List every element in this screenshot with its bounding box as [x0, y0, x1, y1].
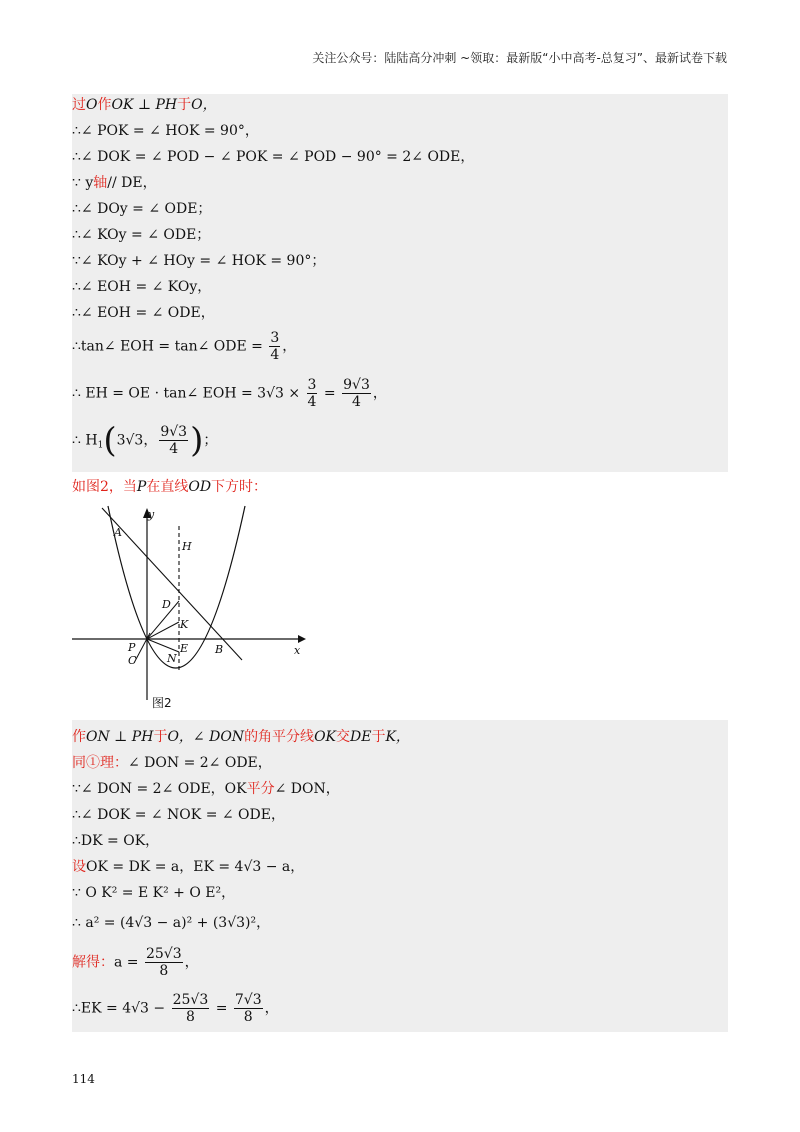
line-12: ∴ $H_1(3√3$， $\frac{9√3}{4}$ )； [72, 420, 218, 461]
label-d: D [162, 598, 171, 611]
page-number: 114 [72, 1072, 95, 1086]
segment-on [147, 639, 179, 652]
line-b1: 作ON ⊥ PH于O，∠ DON的角平分线OK交DE于K， [72, 729, 410, 745]
line-11: ∴ EH = OE · tan∠ EOH = 3√3 × $\frac{3}{4}$ = $\frac{9√3}{4}$ ， [72, 377, 387, 410]
label-n: N [167, 652, 177, 665]
label-c: C [128, 654, 137, 667]
math: ∴∠ DOy = ∠ ODE； [72, 201, 212, 217]
math: O， [191, 97, 217, 113]
line-b3: ∵∠ DON = 2∠ ODE，OK平分∠ DON， [72, 781, 340, 797]
x-axis-arrow [298, 635, 306, 643]
line-b8: ∴ a² = (4√3 − a)² + (3√3)²， [72, 915, 271, 931]
line-10: ∴tan∠ EOH = tan∠ ODE = $\frac{3}{4}$ ， [72, 330, 297, 363]
text-red: 于 [177, 97, 192, 113]
figure-caption: 图2 [152, 696, 172, 710]
line-3 [72, 148, 474, 166]
line-6 [72, 226, 210, 244]
segment-ok [147, 622, 179, 639]
line-b5: ∴DK = OK， [72, 833, 160, 849]
math: ∴∠ EOH = ∠ KOy， [72, 279, 212, 295]
line-b7: ∵ O K² = E K² + O E²， [72, 885, 236, 901]
label-k: K [180, 618, 189, 631]
label-a: A [114, 526, 122, 539]
fraction: $\frac{7√3}{8}$ [234, 992, 262, 1025]
math: O [86, 97, 98, 113]
line-b4: ∴∠ DOK = ∠ NOK = ∠ ODE， [72, 807, 285, 823]
math: ∴∠ EOH = ∠ ODE， [72, 305, 215, 321]
math: ∴ H [72, 432, 98, 449]
label-p: P [128, 641, 136, 654]
math: OK ⊥ PH [111, 97, 178, 113]
line-b6: 设OK = DK = a，EK = 4√3 − a， [72, 859, 305, 875]
math: ∴∠ POK = ∠ HOK = 90°， [72, 123, 259, 139]
label-x: x [294, 644, 301, 657]
line-2 [72, 122, 259, 140]
fraction: $\frac{3}{4}$ [307, 377, 317, 410]
text-red: 如图2，当 [72, 479, 137, 495]
text-red: 作 [97, 97, 112, 113]
label-h: H [182, 540, 192, 553]
line-b10: ∴EK = 4√3 − $\frac{25√3}{8}$ = $\frac{7√3}{8}$ ， [72, 992, 279, 1025]
fraction: $\frac{9√3}{4}$ [343, 377, 370, 410]
fraction: $\frac{3}{4}$ [270, 330, 280, 363]
label-y: y [148, 508, 155, 521]
math: ∴tan∠ EOH = tan∠ ODE = [72, 338, 268, 355]
figure-2 [72, 500, 308, 720]
text-red: 轴 [93, 175, 108, 191]
label-b: B [215, 643, 224, 656]
math: ∴ EH = OE · tan∠ EOH = 3√3 × [72, 385, 305, 402]
math: // DE， [107, 175, 157, 191]
line-4 [72, 174, 157, 192]
math: ∴∠ DOK = ∠ POD − ∠ POK = ∠ POD − 90° = 2∠ ODE， [72, 149, 475, 165]
page-header: 关注公众号：陆陆高分冲刺 ~领取：最新版“小中高考-总复习”、最新试卷下载 [312, 51, 727, 65]
line-5 [72, 200, 211, 218]
line-b2: 同①理：∠ DON = 2∠ ODE， [72, 755, 272, 771]
fraction: $\frac{25√3}{8}$ [145, 946, 182, 979]
fraction: $\frac{25√3}{8}$ [172, 992, 209, 1025]
label-e: E [180, 642, 189, 655]
line-13: 如图2，当P在直线OD下方时： [72, 479, 268, 495]
line-8 [72, 278, 211, 296]
fraction: $\frac{9√3}{4}$ [160, 424, 188, 457]
math: ∵∠ KOy + ∠ HOy = ∠ HOK = 90°； [72, 253, 326, 269]
text-red: 过 [72, 97, 86, 113]
math: ∵ y [72, 175, 94, 191]
graph-figure [72, 500, 308, 720]
math: ∴∠ KOy = ∠ ODE； [72, 227, 211, 243]
line-1 [72, 96, 217, 114]
line-b9: 解得：a = $\frac{25√3}{8}$ ， [72, 946, 199, 979]
line-7 [72, 252, 325, 270]
line-9 [72, 304, 215, 322]
line-ab [102, 508, 242, 660]
